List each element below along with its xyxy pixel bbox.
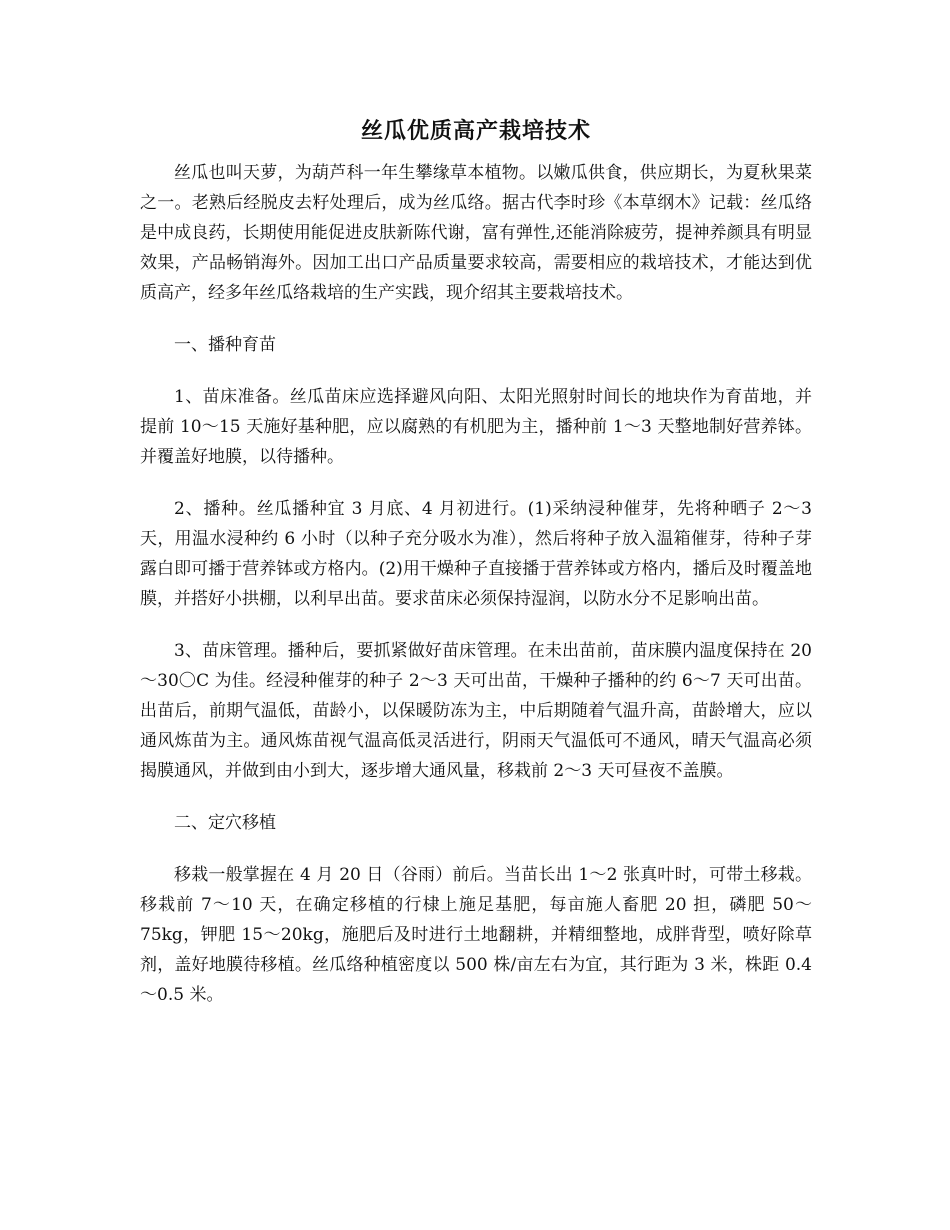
paragraph-transplanting: 移栽一般掌握在 4 月 20 日（谷雨）前后。当苗长出 1～2 张真叶时，可带土移栽。移栽前 7～10 天，在确定移植的行棣上施足基肥，每亩施人畜肥 20 担，磷肥 50～75kg，钾肥 15～20kg，施肥后及时进行土地翻耕，并精细整地，成胖背型，喷好除草剂，盖好地膜待移植。丝瓜络种植密度以 500 株/亩左右为宜，其行距为 3 米，株距 0.4～0.5 米。 — [140, 865, 812, 1005]
intro-paragraph: 丝瓜也叫天萝，为葫芦科一年生攀缘草本植物。以嫩瓜供食，供应期长，为夏秋果菜之一。老熟后经脱皮去籽处理后，成为丝瓜络。据古代李时珍《本草纲木》记载：丝瓜络是中成良药，长期使用能促进皮肤新陈代谢，富有弹性,还能消除疲劳，提神养颜具有明显效果，产品畅销海外。因加工出口产品质量要求较高，需要相应的栽培技术，才能达到优质高产，经多年丝瓜络栽培的生产实践，现介绍其主要栽培技术。 — [140, 163, 812, 303]
section-heading-transplanting: 二、定穴移植 — [174, 813, 276, 833]
page-title: 丝瓜优质高产栽培技术 — [360, 118, 591, 144]
paragraph-sowing: 2、播种。丝瓜播种宜 3 月底、4 月初进行。(1)采纳浸种催芽，先将种晒子 2～3 天，用温水浸种约 6 小时（以种子充分吸水为准），然后将种子放入温箱催芽，待种子芽露白即可播于营养钵或方格内。(2)用干燥种子直接播于营养钵或方格内，播后及时覆盖地膜，并搭好小拱棚，以利早出苗。要求苗床必须保持湿润，以防水分不足影响出苗。 — [140, 499, 812, 609]
section-heading-sowing: 一、播种育苗 — [174, 335, 276, 355]
paragraph-seedbed-management: 3、苗床管理。播种后，要抓紧做好苗床管理。在未出苗前，苗床膜内温度保持在 20～30〇C 为佳。经浸种催芽的种子 2～3 天可出苗，干燥种子播种的约 6～7 天可出苗。出苗后，前期气温低，苗龄小，以保暖防冻为主，中后期随着气温升高，苗龄增大，应以通风炼苗为主。通风炼苗视气温高低灵活进行，阴雨天气温低可不通风，晴天气温高必须揭膜通风，并做到由小到大，逐步增大通风量，移栽前 2～3 天可昼夜不盖膜。 — [140, 641, 812, 781]
paragraph-seedbed-preparation: 1、苗床准备。丝瓜苗床应选择避风向阳、太阳光照射时间长的地块作为育苗地，并提前 10～15 天施好基种肥，应以腐熟的有机肥为主，播种前 1～3 天整地制好营养钵。并覆盖好地膜，以待播种。 — [140, 387, 812, 467]
document-body — [140, 108, 812, 1032]
